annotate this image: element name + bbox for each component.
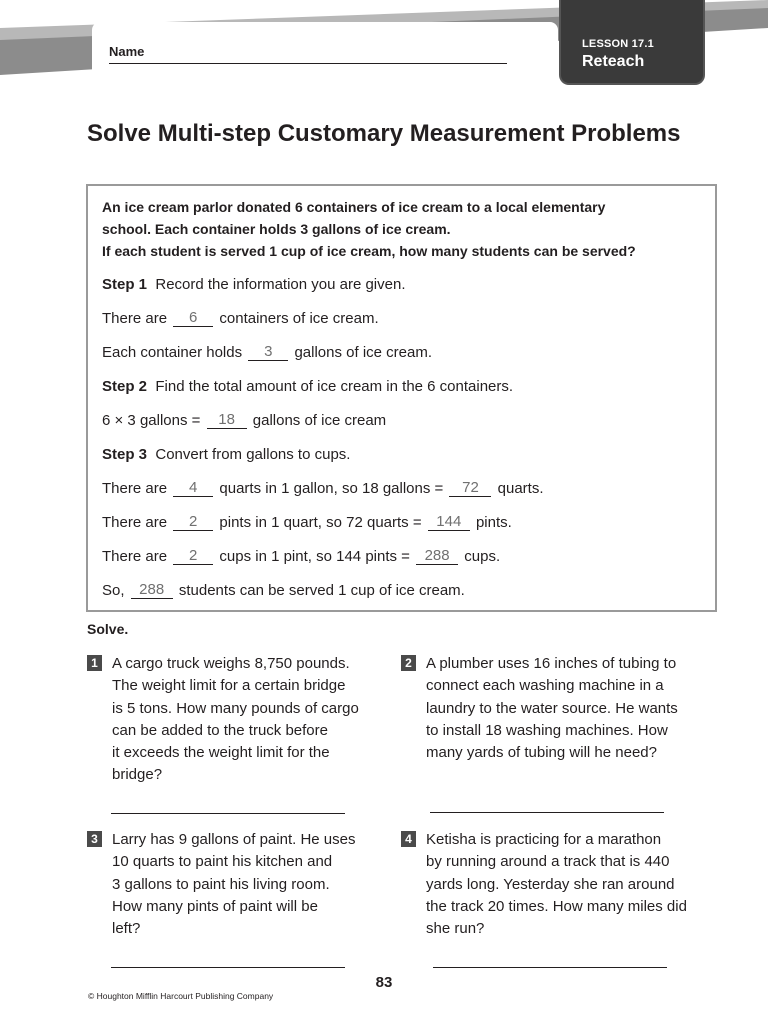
step-label: Step 2 <box>102 378 148 395</box>
exercise-line: by running around a track that is 440 <box>426 853 670 871</box>
conclusion-line <box>102 581 465 601</box>
exercise-line: to install 18 washing machines. How <box>426 721 668 739</box>
step3-line <box>102 445 350 465</box>
answer-line-3[interactable] <box>111 967 345 968</box>
step-text: Record the information you are given. <box>155 276 406 293</box>
exercise-line: yards long. Yesterday she ran around <box>426 875 675 893</box>
line-text: pints. <box>475 514 512 531</box>
pints-line <box>102 513 512 533</box>
lesson-tab <box>559 0 705 85</box>
step1-line <box>102 275 406 295</box>
line-text: quarts. <box>497 480 544 497</box>
line-text: There are <box>102 310 168 327</box>
exercise-number: 2 <box>401 655 416 671</box>
problem-line: If each student is served 1 cup of ice cream, how many students can be served? <box>102 243 636 259</box>
answer-blank: 288 <box>416 548 458 565</box>
answer-blank: 144 <box>428 514 470 531</box>
problem-line: school. Each container holds 3 gallons of ice cream. <box>102 221 451 237</box>
step-text: Find the total amount of ice cream in the 6 containers. <box>155 378 514 395</box>
cups-line <box>102 547 500 567</box>
answer-blank: 6 <box>173 310 213 327</box>
answer-blank: 4 <box>173 480 213 497</box>
solve-label: Solve. <box>87 621 129 637</box>
line-text: There are <box>102 480 168 497</box>
exercise-text <box>426 829 687 940</box>
line-text: containers of ice cream. <box>219 310 379 327</box>
exercise-line: A cargo truck weighs 8,750 pounds. <box>112 655 350 672</box>
exercise-line: The weight limit for a certain bridge <box>112 677 346 695</box>
exercise-line: it exceeds the weight limit for the <box>112 744 330 762</box>
exercise-line: can be added to the truck before <box>112 721 328 739</box>
exercise-line: Larry has 9 gallons of paint. He uses <box>112 831 356 848</box>
exercise-line: laundry to the water source. He wants <box>426 699 678 717</box>
lesson-type: Reteach <box>582 53 645 70</box>
exercise-line: she run? <box>426 920 485 938</box>
step-label: Step 3 <box>102 446 148 463</box>
exercise-line: many yards of tubing will he need? <box>426 744 657 762</box>
line-text: quarts in 1 gallon, so 18 gallons = <box>219 480 444 497</box>
answer-blank: 18 <box>207 412 247 429</box>
exercise-line: left? <box>112 920 141 938</box>
exercise-number: 1 <box>87 655 102 671</box>
exercise-number: 4 <box>401 831 416 847</box>
exercise-text <box>112 653 359 787</box>
exercise-line: the track 20 times. How many miles did <box>426 897 687 915</box>
line-text: There are <box>102 548 168 565</box>
line-text: cups in 1 pint, so 144 pints = <box>219 548 410 565</box>
copyright: © Houghton Mifflin Harcourt Publishing Company <box>88 991 274 1001</box>
line-text: cups. <box>464 548 501 565</box>
name-input-line[interactable] <box>109 63 507 64</box>
containers-line <box>102 309 379 329</box>
exercise-line: bridge? <box>112 766 163 784</box>
exercise-line: 10 quarts to paint his kitchen and <box>112 853 333 871</box>
name-label: Name <box>109 44 145 59</box>
holds-line <box>102 343 432 363</box>
quarts-line <box>102 479 544 499</box>
line-text: Each container holds <box>102 344 243 361</box>
exercise-line: How many pints of paint will be <box>112 897 318 915</box>
exercise-line: Ketisha is practicing for a marathon <box>426 831 662 848</box>
line-text: pints in 1 quart, so 72 quarts = <box>219 514 422 531</box>
answer-blank: 3 <box>248 344 288 361</box>
line-text: gallons of ice cream. <box>294 344 433 361</box>
exercise-line: A plumber uses 16 inches of tubing to <box>426 655 677 672</box>
problem-line: An ice cream parlor donated 6 containers of ice cream to a local elementary <box>102 199 606 215</box>
line-text: There are <box>102 514 168 531</box>
line-text: gallons of ice cream <box>252 412 387 429</box>
step-text: Convert from gallons to cups. <box>155 446 351 463</box>
answer-line-4[interactable] <box>433 967 667 968</box>
exercise-text <box>112 829 355 940</box>
answer-blank: 72 <box>449 480 491 497</box>
example-problem <box>102 196 702 262</box>
step-label: Step 1 <box>102 276 148 293</box>
exercise-text <box>426 653 678 764</box>
page-title: Solve Multi-step Customary Measurement Problems <box>87 120 681 147</box>
answer-blank: 2 <box>173 548 213 565</box>
line-text: 6 × 3 gallons = <box>102 412 201 429</box>
exercise-number: 3 <box>87 831 102 847</box>
answer-blank: 288 <box>131 582 173 599</box>
exercise-line: connect each washing machine in a <box>426 677 664 695</box>
step2-line <box>102 377 513 397</box>
line-text: So, <box>102 582 125 599</box>
lesson-number: LESSON 17.1 <box>582 38 654 50</box>
line-text: students can be served 1 cup of ice cream. <box>178 582 465 599</box>
answer-blank: 2 <box>173 514 213 531</box>
exercise-line: 3 gallons to paint his living room. <box>112 875 330 893</box>
answer-line-2[interactable] <box>430 812 664 813</box>
total-line <box>102 411 386 431</box>
page-number: 83 <box>375 974 393 991</box>
exercise-line: is 5 tons. How many pounds of cargo <box>112 699 359 717</box>
example-box <box>86 184 717 612</box>
answer-line-1[interactable] <box>111 813 345 814</box>
